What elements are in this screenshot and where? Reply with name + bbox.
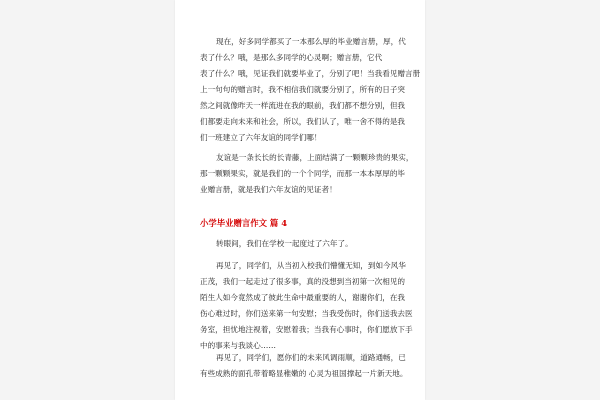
text-line: 现在，好多同学都买了一本那么厚的毕业赠言册，厚，代 [216,37,406,46]
paragraph-1 [200,34,421,146]
text-line: 业赠言册，就是我们六年友谊的见证者！ [200,185,337,194]
text-line: 有些成熟的面孔带着略显稚嫩的 心灵为祖国撑起一片新天地。 [200,369,408,378]
text-line: 们都要走向未来和社会，所以，我们认了，唯一舍不得的是我 [200,117,406,126]
paragraph-2 [200,150,414,198]
paragraph-3 [200,236,410,252]
document-page [175,0,425,400]
text-line: 上一句句的赠言时，我不相信我们就要分别了，所有的日子突 [200,85,406,94]
text-line: 务室，担忧地注视着，安慰着我；当我有心事时，你们愿放下手 [200,325,413,334]
paragraph-4 [200,258,413,354]
text-line: 转眼间，我们在学校一起度过了六年了。 [216,239,353,248]
section-heading: 小学毕业赠言作文 篇 4 [200,218,288,228]
text-line: 再见了，同学们，愿你们的未来风调雨顺，道路通畅，已 [216,353,406,362]
text-line: 陌生人如今竟然成了彼此生命中最重要的人，谢谢你们，在我 [200,293,406,302]
text-line: 们一班建立了六年友谊的同学们哪！ [200,133,322,142]
text-line: 表了什么？哦，见证我们就要毕业了，分别了吧！当我看见赠言册 [200,69,421,78]
text-line: 友谊是一条长长的长青藤，上面结满了一颗颗珍贵的果实， [216,153,414,162]
text-line: 然之间就像昨天一样流进在我的眼前，我们都不想分别，但我 [200,101,406,110]
text-line: 伤心难过时，你们送来第一句安慰；当我受伤时，你们送我去医 [200,309,413,318]
text-line: 中的事来与我谈心…… [200,341,276,350]
text-line: 表了什么？哦，是那么多同学的心灵啊；赠言册，它代 [200,53,383,62]
text-line: 正茂，我们一起走过了很多事，真的没想到当初第一次相见的 [200,277,406,286]
paragraph-5 [200,350,410,382]
text-line: 再见了，同学们，从当初入校我们懵懂无知，到如今风华 [216,261,406,270]
text-line: 那一颗颗果实，就是我们的一个个同学，而那一本本厚厚的毕 [200,169,406,178]
